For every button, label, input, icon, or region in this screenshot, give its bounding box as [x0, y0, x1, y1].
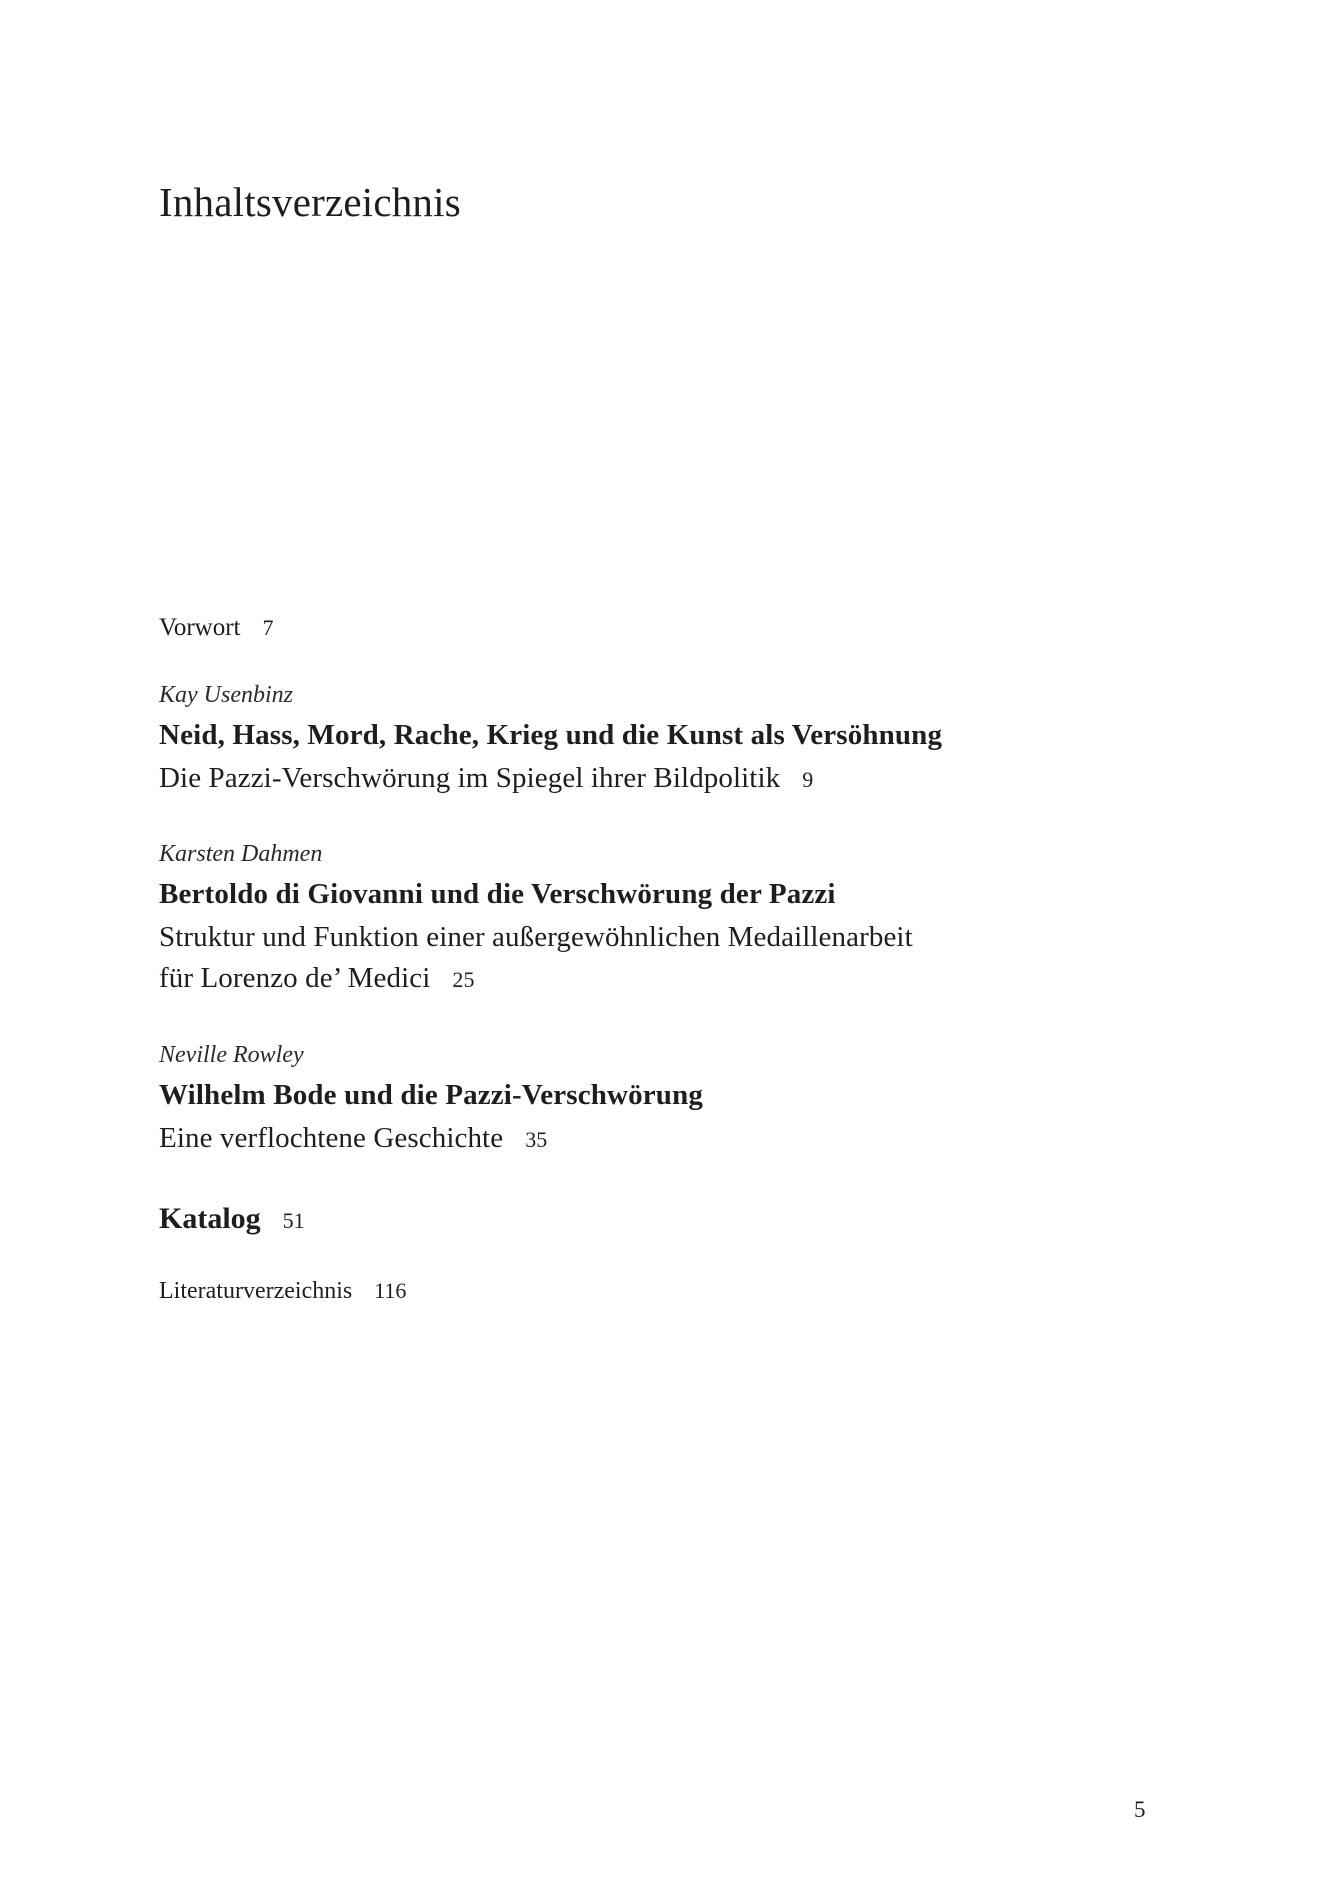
toc-essay-subtitle: Struktur und Funktion einer außergewöhnlichen Medaillenarbeit — [159, 921, 913, 953]
toc-page-number: 51 — [282, 1208, 305, 1233]
toc-author: Kay Usenbinz — [159, 682, 293, 708]
toc-page-number: 7 — [262, 615, 274, 640]
page-number: 5 — [1134, 1797, 1146, 1822]
toc-page-number: 9 — [802, 767, 814, 792]
toc-subtitle-text: Eine verflochtene Geschichte — [159, 1122, 504, 1154]
toc-subtitle-text: für Lorenzo de’ Medici — [159, 962, 431, 994]
toc-essay-subtitle — [159, 759, 813, 799]
toc-author: Karsten Dahmen — [159, 841, 323, 867]
toc-entry-katalog — [159, 1199, 305, 1241]
toc-page-number: 35 — [525, 1127, 548, 1152]
toc-essay-title: Wilhelm Bode und die Pazzi-Verschwörung — [159, 1079, 703, 1111]
toc-entry-vorwort — [159, 612, 273, 644]
toc-essay-title: Bertoldo di Giovanni und die Verschwörung der Pazzi — [159, 878, 836, 910]
toc-essay-title: Neid, Hass, Mord, Rache, Krieg und die Kunst als Versöhnung — [159, 719, 943, 751]
toc-author: Neville Rowley — [159, 1042, 304, 1068]
toc-page-number: 25 — [452, 967, 475, 992]
page-title: Inhaltsverzeichnis — [159, 179, 461, 225]
toc-entry-label: Vorwort — [159, 614, 241, 641]
toc-entry-literaturverzeichnis — [159, 1276, 406, 1306]
toc-essay-subtitle-continued — [159, 959, 475, 999]
toc-page-number: 116 — [374, 1278, 407, 1303]
toc-essay-subtitle — [159, 1119, 547, 1159]
toc-subtitle-text: Die Pazzi-Verschwörung im Spiegel ihrer Bildpolitik — [159, 762, 781, 794]
toc-section-label: Katalog — [159, 1202, 261, 1235]
toc-entry-label: Literaturverzeichnis — [159, 1278, 353, 1304]
